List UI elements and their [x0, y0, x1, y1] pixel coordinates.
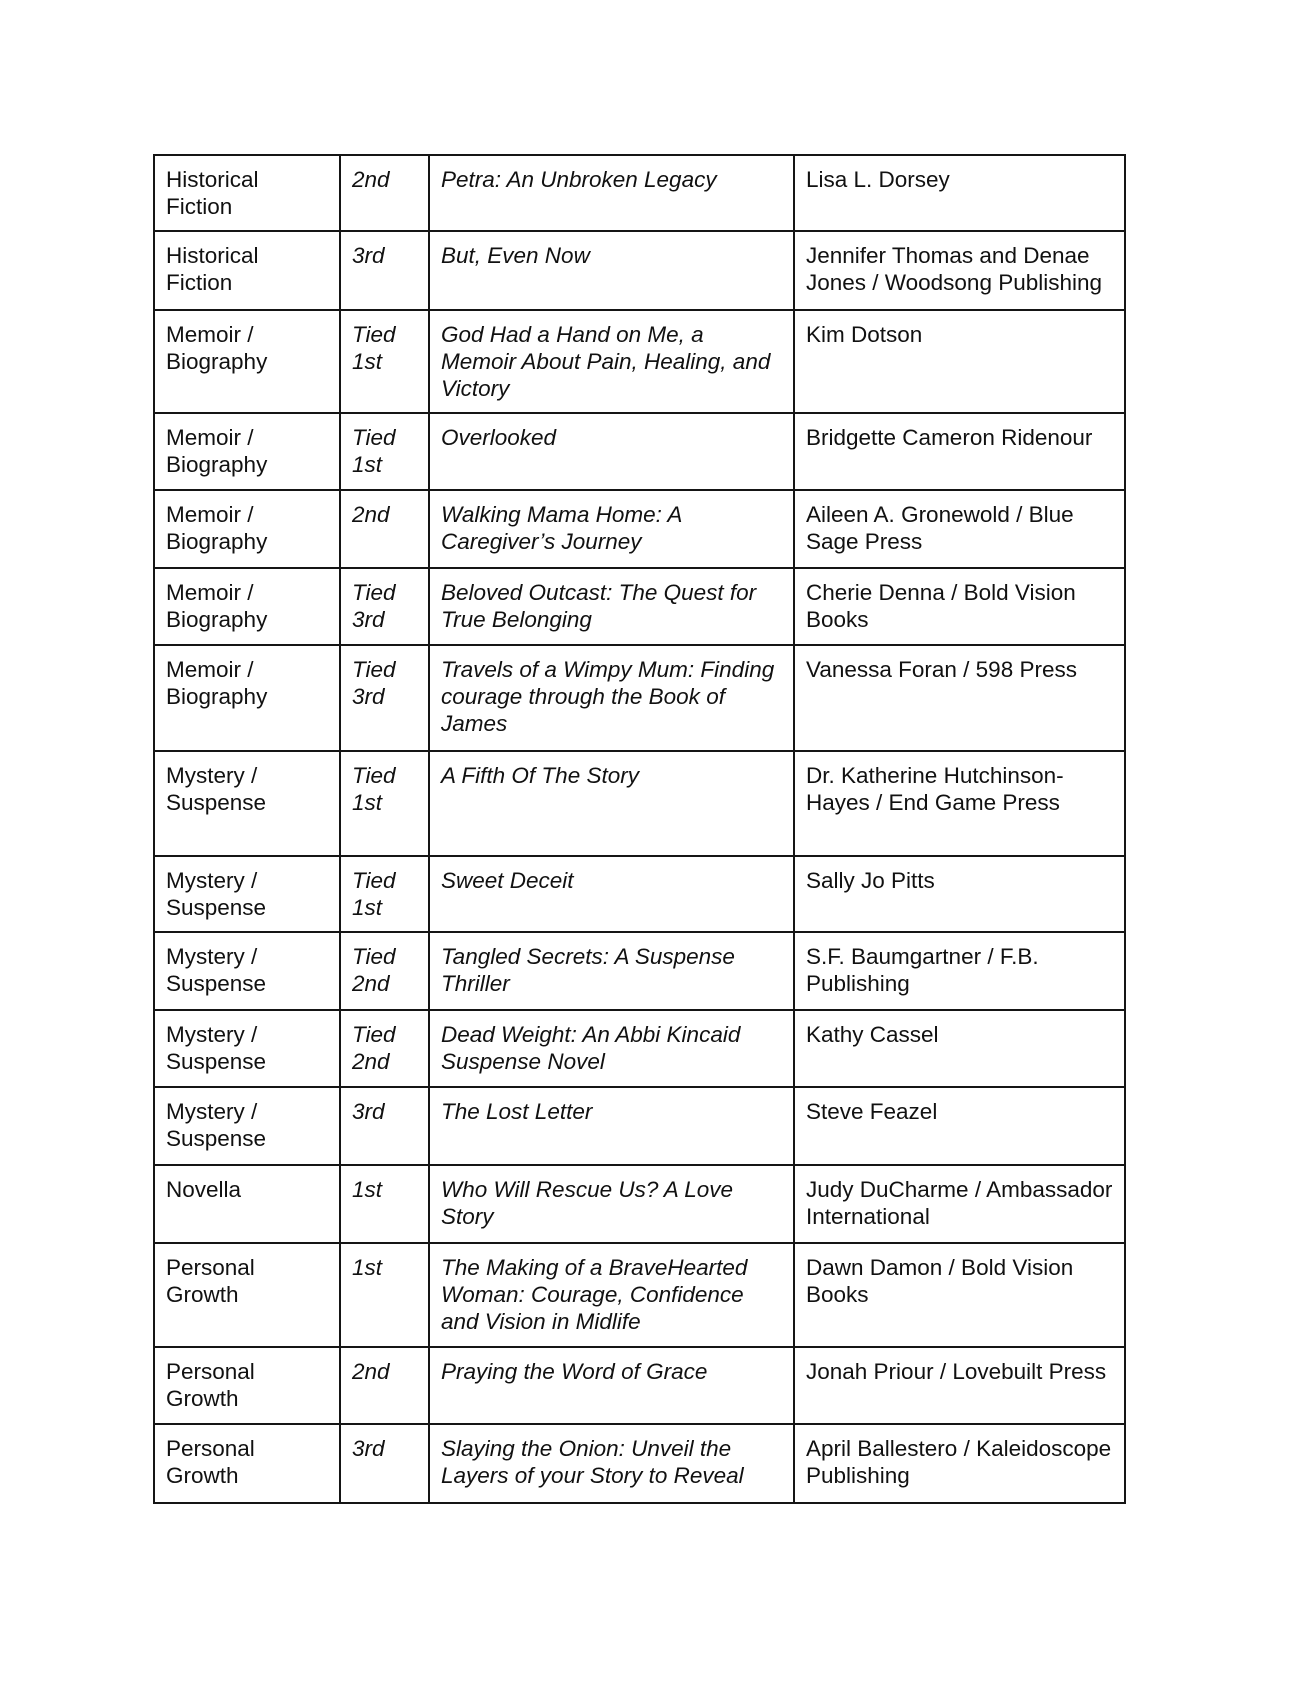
table-row: [154, 645, 1125, 751]
place-cell: Tied 1st: [340, 413, 429, 490]
title-cell: Dead Weight: An Abbi Kincaid Suspense Novel: [429, 1010, 794, 1087]
title-cell: Sweet Deceit: [429, 856, 794, 932]
title-cell: Overlooked: [429, 413, 794, 490]
author-cell: Kathy Cassel: [794, 1010, 1125, 1087]
category-cell: Novella: [154, 1165, 340, 1243]
place-cell: 3rd: [340, 231, 429, 310]
author-cell: Steve Feazel: [794, 1087, 1125, 1165]
author-cell: S.F. Baumgartner / F.B. Publishing: [794, 932, 1125, 1010]
table-row: [154, 751, 1125, 856]
author-cell: Sally Jo Pitts: [794, 856, 1125, 932]
category-cell: Memoir / Biography: [154, 645, 340, 751]
table-row: [154, 1424, 1125, 1503]
title-cell: Travels of a Wimpy Mum: Finding courage through the Book of James: [429, 645, 794, 751]
place-cell: 2nd: [340, 490, 429, 568]
category-cell: Historical Fiction: [154, 231, 340, 310]
table-row: [154, 155, 1125, 231]
category-cell: Mystery / Suspense: [154, 1087, 340, 1165]
place-cell: Tied 1st: [340, 751, 429, 856]
place-cell: 2nd: [340, 155, 429, 231]
author-cell: Lisa L. Dorsey: [794, 155, 1125, 231]
table-row: [154, 1243, 1125, 1347]
author-cell: Vanessa Foran / 598 Press: [794, 645, 1125, 751]
table-row: [154, 231, 1125, 310]
category-cell: Mystery / Suspense: [154, 932, 340, 1010]
place-cell: 3rd: [340, 1424, 429, 1503]
table-row: [154, 490, 1125, 568]
author-cell: Jennifer Thomas and Denae Jones / Woodsong Publishing: [794, 231, 1125, 310]
category-cell: Personal Growth: [154, 1424, 340, 1503]
place-cell: 1st: [340, 1165, 429, 1243]
category-cell: Mystery / Suspense: [154, 751, 340, 856]
author-cell: Jonah Priour / Lovebuilt Press: [794, 1347, 1125, 1424]
place-cell: Tied 1st: [340, 856, 429, 932]
category-cell: Historical Fiction: [154, 155, 340, 231]
author-cell: Kim Dotson: [794, 310, 1125, 413]
category-cell: Memoir / Biography: [154, 310, 340, 413]
category-cell: Personal Growth: [154, 1347, 340, 1424]
table-row: [154, 1010, 1125, 1087]
table-row: [154, 932, 1125, 1010]
place-cell: Tied 3rd: [340, 645, 429, 751]
table-row: [154, 1347, 1125, 1424]
table-row: [154, 568, 1125, 645]
author-cell: April Ballestero / Kaleidoscope Publishing: [794, 1424, 1125, 1503]
place-cell: Tied 3rd: [340, 568, 429, 645]
table-row: [154, 310, 1125, 413]
table-row: [154, 1165, 1125, 1243]
author-cell: Dawn Damon / Bold Vision Books: [794, 1243, 1125, 1347]
title-cell: The Making of a BraveHearted Woman: Courage, Confidence and Vision in Midlife: [429, 1243, 794, 1347]
place-cell: 1st: [340, 1243, 429, 1347]
category-cell: Memoir / Biography: [154, 413, 340, 490]
title-cell: Tangled Secrets: A Suspense Thriller: [429, 932, 794, 1010]
category-cell: Memoir / Biography: [154, 568, 340, 645]
category-cell: Mystery / Suspense: [154, 856, 340, 932]
place-cell: Tied 2nd: [340, 932, 429, 1010]
title-cell: Praying the Word of Grace: [429, 1347, 794, 1424]
category-cell: Memoir / Biography: [154, 490, 340, 568]
author-cell: Aileen A. Gronewold / Blue Sage Press: [794, 490, 1125, 568]
title-cell: Beloved Outcast: The Quest for True Belonging: [429, 568, 794, 645]
place-cell: 2nd: [340, 1347, 429, 1424]
title-cell: Who Will Rescue Us? A Love Story: [429, 1165, 794, 1243]
place-cell: Tied 2nd: [340, 1010, 429, 1087]
title-cell: But, Even Now: [429, 231, 794, 310]
awards-table-body: [154, 155, 1125, 1503]
table-row: [154, 856, 1125, 932]
table-row: [154, 1087, 1125, 1165]
title-cell: Slaying the Onion: Unveil the Layers of your Story to Reveal: [429, 1424, 794, 1503]
title-cell: Walking Mama Home: A Caregiver’s Journey: [429, 490, 794, 568]
table-row: [154, 413, 1125, 490]
author-cell: Dr. Katherine Hutchinson-Hayes / End Game Press: [794, 751, 1125, 856]
title-cell: The Lost Letter: [429, 1087, 794, 1165]
awards-table: [153, 154, 1126, 1504]
category-cell: Personal Growth: [154, 1243, 340, 1347]
author-cell: Bridgette Cameron Ridenour: [794, 413, 1125, 490]
author-cell: Cherie Denna / Bold Vision Books: [794, 568, 1125, 645]
place-cell: Tied 1st: [340, 310, 429, 413]
place-cell: 3rd: [340, 1087, 429, 1165]
category-cell: Mystery / Suspense: [154, 1010, 340, 1087]
title-cell: A Fifth Of The Story: [429, 751, 794, 856]
title-cell: Petra: An Unbroken Legacy: [429, 155, 794, 231]
author-cell: Judy DuCharme / Ambassador International: [794, 1165, 1125, 1243]
title-cell: God Had a Hand on Me, a Memoir About Pain, Healing, and Victory: [429, 310, 794, 413]
